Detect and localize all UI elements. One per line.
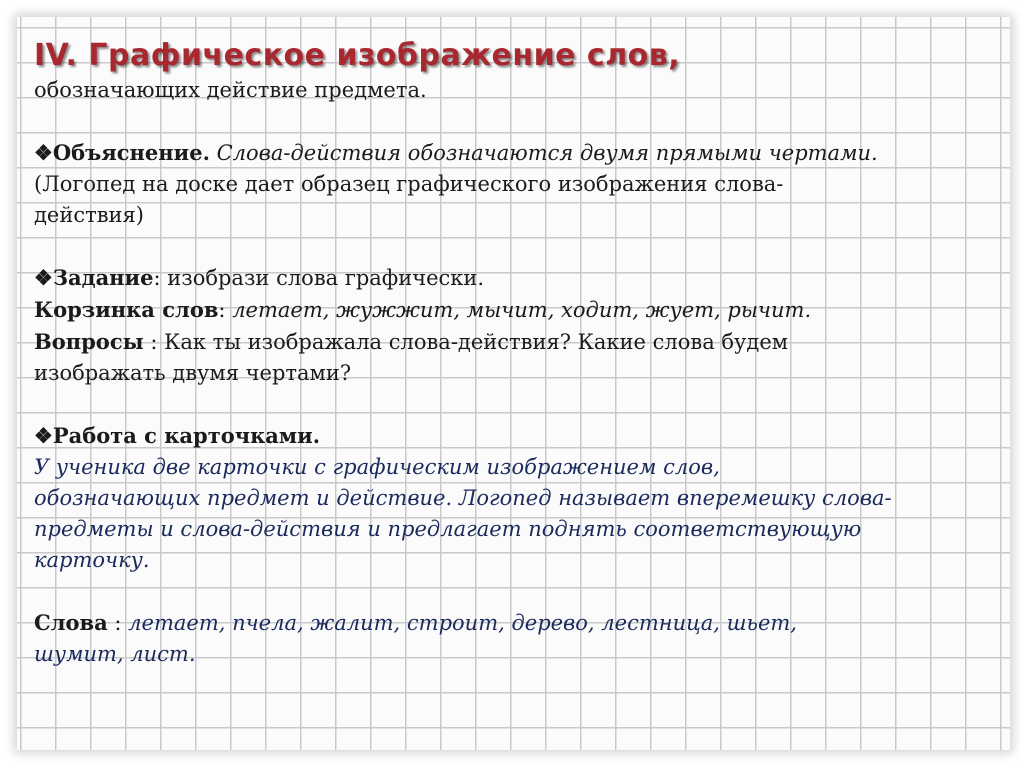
questions-label: Вопросы — [34, 329, 144, 354]
basket-words: летает, жужжит, мычит, ходит, жует, рычит. — [232, 298, 812, 322]
words-colon: : — [107, 611, 129, 635]
cards-line-4: карточку. — [34, 548, 150, 572]
questions-line — [34, 326, 1009, 358]
explanation-line — [34, 137, 1009, 169]
diamond-bullet-icon: ❖ — [34, 265, 53, 290]
task-line — [34, 262, 1009, 294]
diamond-bullet-icon: ❖ — [34, 140, 53, 165]
words-line — [34, 607, 1009, 639]
cards-label: Работа с карточками. — [52, 423, 321, 448]
explanation-line-2: (Логопед на доске дает образец графического изображения слова- — [34, 172, 784, 196]
diamond-bullet-icon: ❖ — [34, 423, 53, 448]
questions-text: : Как ты изображала слова-действия? Какие слова будем — [143, 330, 789, 354]
slide-title: IV. Графическое изображение слов, — [34, 38, 681, 73]
cards-heading — [34, 420, 1009, 452]
slide-subtitle: обозначающих действие предмета. — [34, 78, 427, 102]
explanation-text: Слова-действия обозначаются двумя прямыми чертами. — [216, 141, 878, 165]
cards-line-2: обозначающих предмет и действие. Логопед называет вперемешку слова- — [34, 486, 892, 510]
words-label: Слова — [34, 610, 108, 635]
basket-line — [34, 294, 1009, 326]
words-line-2: шумит, лист. — [34, 642, 196, 666]
basket-label: Корзинка слов — [34, 297, 219, 322]
cards-line-3: предметы и слова-действия и предлагает поднять соответствующую — [34, 517, 862, 541]
slide — [17, 17, 1010, 750]
explanation-label: Объяснение. — [52, 140, 210, 165]
basket-colon: : — [218, 298, 233, 322]
questions-line-2: изображать двумя чертами? — [34, 361, 352, 385]
words-list: летает, пчела, жалит, строит, дерево, лестница, шьет, — [128, 611, 797, 635]
explanation-line-3: действия) — [34, 203, 144, 227]
task-text: : изобрази слова графически. — [153, 266, 485, 290]
slide-content — [34, 35, 1009, 670]
cards-line-1: У ученика две карточки с графическим изображением слов, — [34, 455, 720, 479]
task-label: Задание — [52, 265, 154, 290]
